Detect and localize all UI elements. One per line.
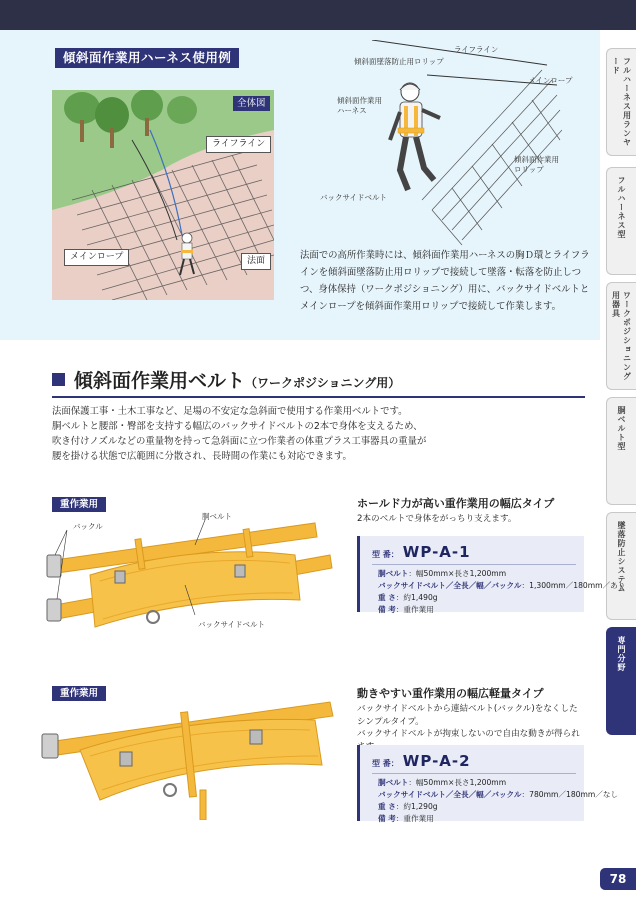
intro-line: 胴ベルトと腰部・臀部を支持する幅広のバックサイドベルトの2本で身体を支えるため、 bbox=[52, 421, 423, 432]
photo-buckle-label: バックル bbox=[73, 522, 103, 531]
tab-fall-prevention-system[interactable]: 墜落防止システム bbox=[606, 512, 636, 620]
spec-row: バックサイドベルト／全長／幅／バックル：1,300mm／180mm／あり bbox=[378, 581, 626, 590]
spec-row: 備 考：重作業用 bbox=[378, 605, 434, 614]
spec-row: バックサイドベルト／全長／幅／バックル：780mm／180mm／なし bbox=[378, 790, 619, 799]
product-2-spec-box bbox=[357, 745, 619, 823]
scene-main-rope-label: メインロープ bbox=[64, 249, 129, 266]
product-1-model-number: WP-A-1 bbox=[402, 543, 471, 561]
worker-diagram bbox=[312, 40, 562, 250]
product-1-heading: ホールド力が高い重作業用の幅広タイプ bbox=[357, 497, 555, 510]
section-intro bbox=[52, 404, 592, 464]
diagram-lifeline-label: ライフライン bbox=[454, 45, 499, 54]
product-2-photo bbox=[40, 690, 345, 820]
spec-divider bbox=[372, 564, 576, 565]
product-2-model-number: WP-A-2 bbox=[402, 752, 471, 770]
intro-line: 法面保護工事・土木工事など、足場の不安定な急斜面で使用する作業用ベルトです。 bbox=[52, 406, 408, 417]
tab-waist-belt[interactable]: 胴ベルト型 bbox=[606, 397, 636, 505]
section-marker bbox=[52, 373, 65, 386]
tab-full-harness-lanyard[interactable]: フルハーネス用ランヤード bbox=[606, 48, 636, 156]
scene-lifeline-label: ライフライン bbox=[206, 136, 271, 153]
product-1-description: 2本のベルトで身体をがっちり支えます。 bbox=[357, 514, 517, 524]
spec-row: 胴ベルト：幅50mm×長さ1,200mm bbox=[378, 778, 507, 787]
product-2-spec-rows bbox=[378, 777, 618, 825]
section-subtitle: （ワークポジショニング用） bbox=[245, 376, 401, 390]
product-2-model: 型 番： WP-A-2 bbox=[372, 752, 471, 770]
intro-line: 吹き付けノズルなどの重量物を持って急斜面に立つ作業者の体重プラス工事器具の重量が bbox=[52, 436, 427, 447]
product-1-badge: 重作業用 bbox=[52, 497, 106, 512]
tab-specialized-field[interactable]: 専門分野 bbox=[606, 627, 636, 735]
spec-row: 胴ベルト：幅50mm×長さ1,200mm bbox=[378, 569, 507, 578]
product-2-badge: 重作業用 bbox=[52, 686, 106, 701]
intro-line: 腰を掛ける状態で広範囲に分散され、長時間の作業にも対応できます。 bbox=[52, 451, 352, 462]
page-number: 78 bbox=[600, 868, 636, 890]
diagram-harness-label: 傾斜面作業用 ハーネス bbox=[337, 96, 382, 115]
worker-drawing bbox=[312, 40, 562, 250]
product-1-photo bbox=[45, 515, 345, 640]
section-title: 傾斜面作業用ベルト（ワークポジショニング用） bbox=[74, 370, 401, 392]
scene-slope-label: 法面 bbox=[241, 253, 271, 270]
spec-row: 重 さ：約1,490g bbox=[378, 593, 438, 602]
overall-view-tag: 全体図 bbox=[233, 96, 270, 111]
diagram-fall-prevent-rolip-label: 傾斜面墜落防止用ロリップ bbox=[354, 57, 444, 66]
spec-row: 重 さ：約1,290g bbox=[378, 802, 438, 811]
photo-waist-belt-label: 胴ベルト bbox=[202, 512, 232, 521]
product-2-description: バックサイドベルトから連結ベルト(バックル)をなくした シンプルタイプ。 バックサイドベルトが拘束しないので自由な動きが得られ bbox=[357, 704, 580, 739]
usage-title: 傾斜面作業用ハーネス使用例 bbox=[55, 48, 239, 68]
top-bar bbox=[0, 0, 636, 30]
diagram-work-rolip-label: 傾斜面作業用 ロリップ bbox=[514, 155, 559, 174]
diagram-back-side-belt-label: バックサイドベルト bbox=[320, 193, 387, 202]
diagram-main-rope-label: メインロープ bbox=[528, 76, 573, 85]
product-1-model: 型 番： WP-A-1 bbox=[372, 543, 471, 561]
tab-work-positioning[interactable]: ワークポジショニング用器具 bbox=[606, 282, 636, 390]
photo-back-side-belt-label: バックサイドベルト bbox=[198, 620, 265, 629]
spec-row: 備 考：重作業用 bbox=[378, 814, 434, 823]
product-1-spec-rows bbox=[378, 568, 625, 616]
product-2-heading: 動きやすい重作業用の幅広軽量タイプ bbox=[357, 687, 544, 700]
section-heading bbox=[52, 366, 585, 398]
usage-description: 法面での高所作業時には、傾斜面作業用ハーネスの胸Ｄ環とライフラインを傾斜面墜落防止用ロリップで接続して墜落・転落を防止しつつ、身体保持（ワークポジショニング）用に、バックサイドベルトとメインロープを傾斜面作業用ロリップで接続して作業します。 bbox=[300, 250, 590, 312]
tab-full-harness[interactable]: フルハーネス型 bbox=[606, 167, 636, 275]
spec-divider bbox=[372, 773, 576, 774]
